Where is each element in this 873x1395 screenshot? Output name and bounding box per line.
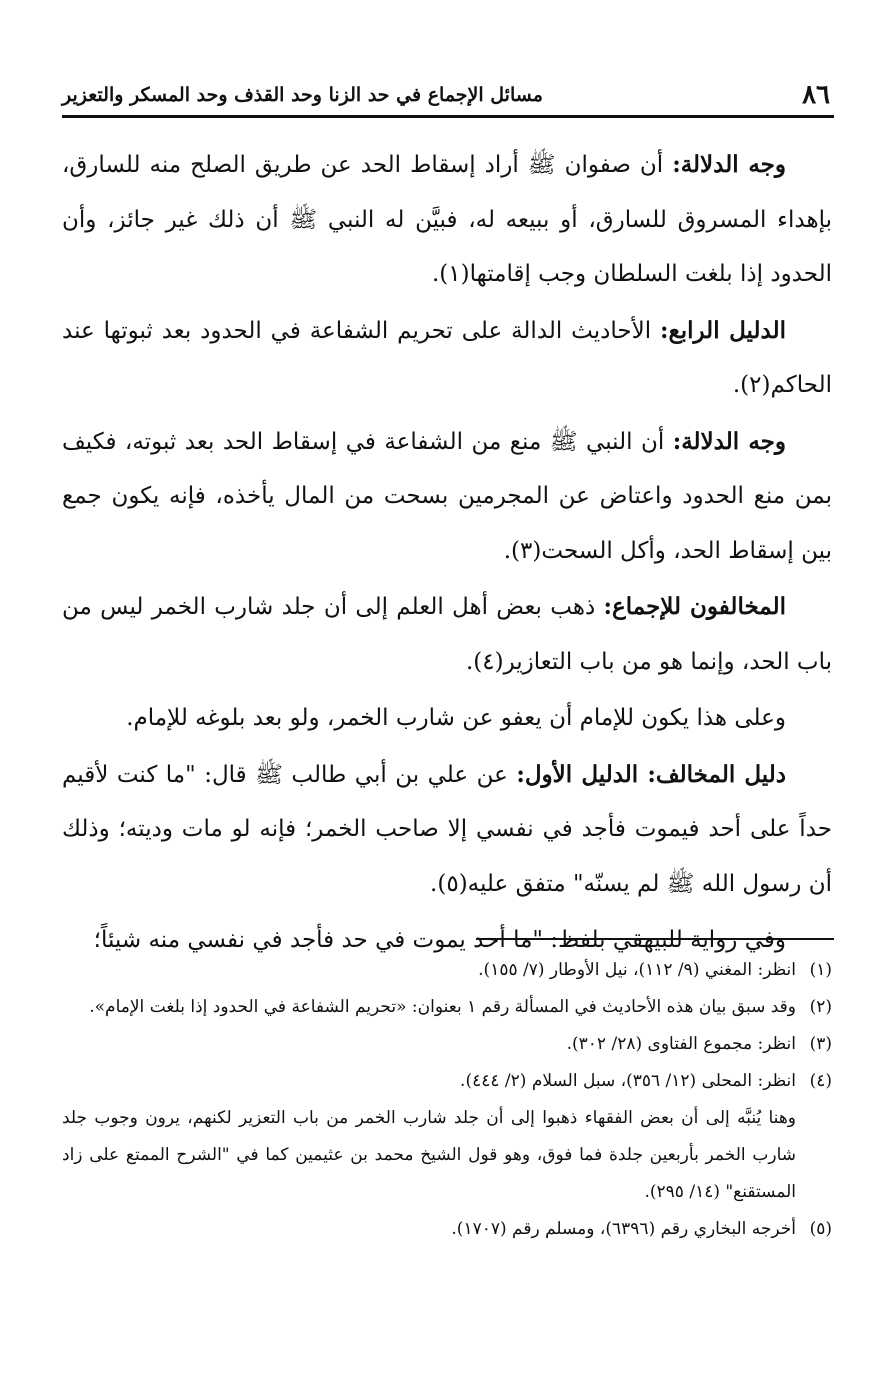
footnote-divider bbox=[476, 938, 834, 940]
paragraph-text: الأحاديث الدالة على تحريم الشفاعة في الحدود بعد ثبوتها عند الحاكم(٢). bbox=[62, 317, 832, 398]
paragraph-6 bbox=[62, 748, 832, 912]
footnote-text: وهنا يُنبَّه إلى أن بعض الفقهاء ذهبوا إلى أن جلد شارب الخمر من باب التعزير لكنهم، يرون وجوب جلد شارب الخمر بأربعين جلدة فما فوق، وهو قول الشيخ محمد بن عثيمين كما في "الشرح الممتع على زاد المستقنع" (١٤/ ٢٩٥). bbox=[62, 1108, 796, 1202]
paragraph-text: وعلى هذا يكون للإمام أن يعفو عن شارب الخمر، ولو بعد بلوغه للإمام. bbox=[126, 705, 786, 731]
footnote-number: (٢) bbox=[809, 997, 832, 1017]
paragraph-1 bbox=[62, 138, 832, 302]
footnote-text: انظر: مجموع الفتاوى (٢٨/ ٣٠٢). bbox=[566, 1034, 796, 1054]
paragraph-text: عن علي بن أبي طالب ﷺ قال: "ما كنت لأقيم حداً على أحد فيموت فأجد في نفسي إلا صاحب الخمر؛ فإنه لو مات وديته؛ وذلك أن رسول الله ﷺ لم يسنّه" متفق عليه(٥). bbox=[62, 761, 832, 897]
main-text bbox=[62, 138, 832, 970]
paragraph-text: ذهب بعض أهل العلم إلى أن جلد شارب الخمر ليس من باب الحد، وإنما هو من باب التعازير(٤). bbox=[62, 594, 832, 675]
paragraph-text: وفي رواية للبيهقي بلفظ: "ما أحد يموت في حد فأجد في نفسي منه شيئاً؛ bbox=[93, 927, 786, 953]
header-divider bbox=[62, 115, 834, 118]
footnote-2 bbox=[62, 989, 832, 1026]
footnote-text: وقد سبق بيان هذه الأحاديث في المسألة رقم ١ بعنوان: «تحريم الشفاعة في الحدود إذا بلغت الإمام». bbox=[89, 997, 796, 1017]
footnote-4 bbox=[62, 1063, 832, 1100]
footnote-3 bbox=[62, 1026, 832, 1063]
footnote-text: انظر: المحلى (١٢/ ٣٥٦)، سبل السلام (٢/ ٤٤٤). bbox=[460, 1071, 796, 1091]
paragraph-lead: الدليل الرابع: bbox=[659, 316, 786, 344]
footnote-1 bbox=[62, 952, 832, 989]
paragraph-text: أن النبي ﷺ منع من الشفاعة في إسقاط الحد بعد ثبوته، فكيف بمن منع الحدود واعتاض عن المجرمين بسحت من المال يأخذه، فإنه يكون جمع بين إسقاط الحد، وأكل السحت(٣). bbox=[62, 428, 832, 564]
footnote-5 bbox=[62, 1211, 832, 1248]
footnote-4-note bbox=[62, 1100, 832, 1211]
paragraph-lead: وجه الدلالة: bbox=[672, 151, 786, 178]
paragraph-2 bbox=[62, 304, 832, 413]
footnote-number: (٥) bbox=[809, 1219, 832, 1239]
paragraph-text: أن صفوان ﷺ أراد إسقاط الحد عن طريق الصلح منه للسارق، بإهداء المسروق للسارق، أو ببيعه له، فبيَّن له النبي ﷺ أن ذلك غير جائز، وأن الحدود إذا بلغت السلطان وجب إقامتها(١). bbox=[62, 152, 832, 287]
paragraph-lead: وجه الدلالة: bbox=[672, 427, 786, 455]
running-title: مسائل الإجماع في حد الزنا وحد القذف وحد المسكر والتعزير bbox=[62, 84, 543, 106]
footnotes bbox=[62, 952, 832, 1248]
footnote-number: (٤) bbox=[809, 1071, 832, 1091]
page-header bbox=[62, 70, 830, 110]
footnote-text: أخرجه البخاري رقم (٦٣٩٦)، ومسلم رقم (١٧٠٧). bbox=[451, 1219, 796, 1239]
paragraph-3 bbox=[62, 415, 832, 579]
page-number: ٨٦ bbox=[802, 80, 830, 110]
footnote-number: (٣) bbox=[809, 1034, 832, 1054]
paragraph-4 bbox=[62, 580, 832, 689]
paragraph-lead: دليل المخالف: الدليل الأول: bbox=[516, 760, 786, 788]
footnote-text: انظر: المغني (٩/ ١١٢)، نيل الأوطار (٧/ ١٥٥). bbox=[478, 960, 796, 980]
paragraph-5 bbox=[62, 691, 832, 746]
paragraph-lead: المخالفون للإجماع: bbox=[603, 593, 786, 620]
footnote-number: (١) bbox=[809, 960, 832, 980]
